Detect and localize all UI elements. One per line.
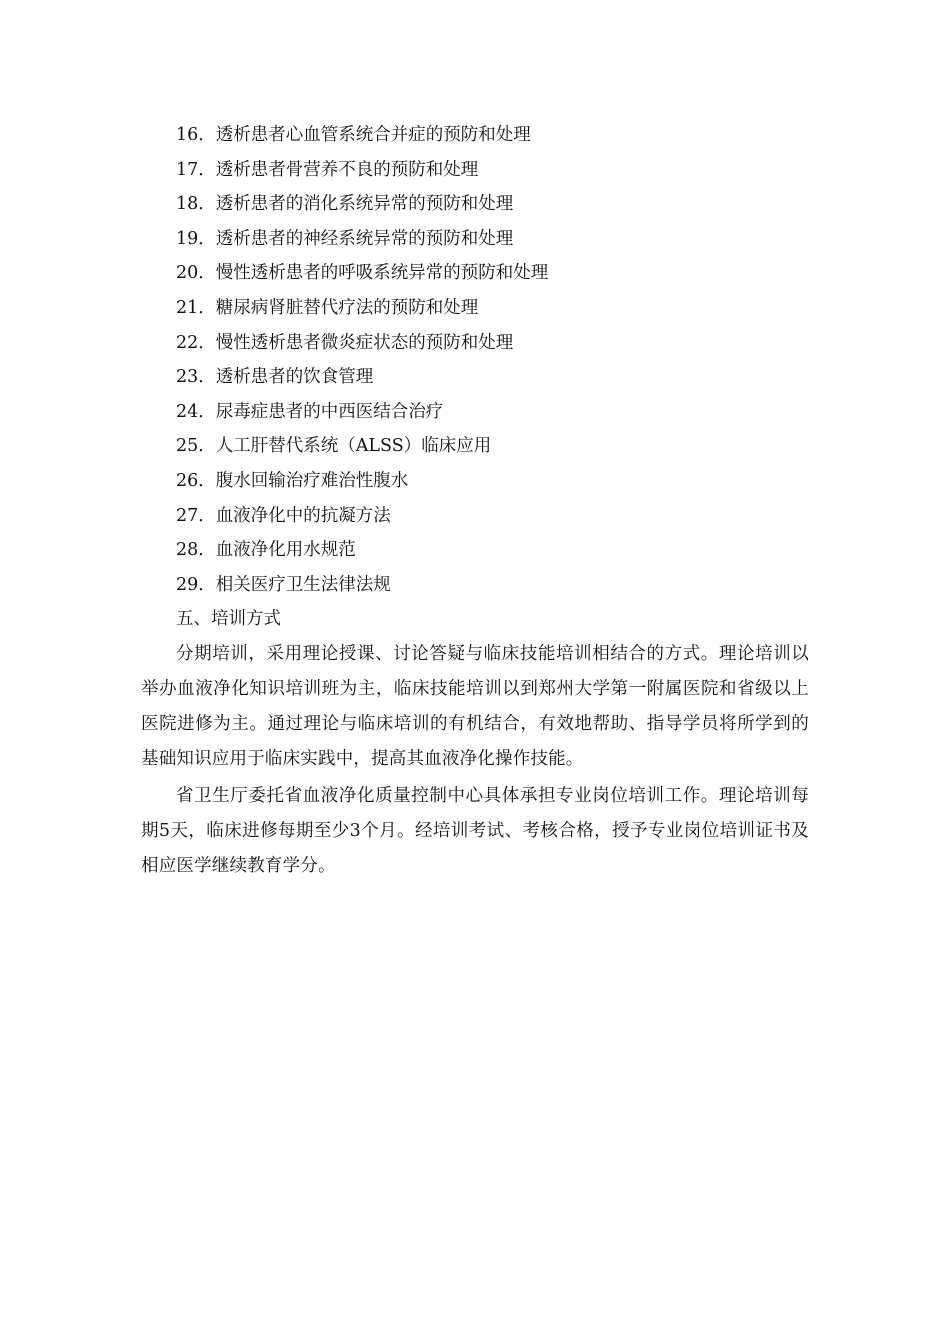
list-item: 20．慢性透析患者的呼吸系统异常的预防和处理 <box>176 263 549 284</box>
list-item: 17．透析患者骨营养不良的预防和处理 <box>176 159 479 180</box>
topic-list <box>141 118 809 602</box>
list-item: 21．糖尿病肾脏替代疗法的预防和处理 <box>176 297 479 318</box>
list-item: 26．腹水回输治疗难治性腹水 <box>176 470 409 491</box>
section-heading: 五、培训方式 <box>176 609 281 630</box>
page-content <box>141 118 809 884</box>
body-paragraph: 分期培训，采用理论授课、讨论答疑与临床技能培训相结合的方式。理论培训以举办血液净化知识培训班为主，临床技能培训以到郑州大学第一附属医院和省级以上医院进修为主。通过理论与临床培训的有机结合，有效地帮助、指导学员将所学到的基础知识应用于临床实践中，提高其血液净化操作技能。 <box>141 643 809 769</box>
list-item: 23．透析患者的饮食管理 <box>176 367 374 388</box>
body-paragraph: 省卫生厅委托省血液净化质量控制中心具体承担专业岗位培训工作。理论培训每期5天，临床进修每期至少3个月。经培训考试、考核合格，授予专业岗位培训证书及相应医学继续教育学分。 <box>141 785 809 876</box>
list-item: 22．慢性透析患者微炎症状态的预防和处理 <box>176 332 514 353</box>
list-item: 28．血液净化用水规范 <box>176 540 356 561</box>
list-item: 25．人工肝替代系统（ALSS）临床应用 <box>176 436 492 457</box>
list-item: 29．相关医疗卫生法律法规 <box>176 574 391 595</box>
list-item: 16．透析患者心血管系统合并症的预防和处理 <box>176 125 531 145</box>
list-item: 24．尿毒症患者的中西医结合治疗 <box>176 401 444 422</box>
list-item: 27．血液净化中的抗凝方法 <box>176 505 391 526</box>
list-item: 18．透析患者的消化系统异常的预防和处理 <box>176 194 514 215</box>
list-item: 19．透析患者的神经系统异常的预防和处理 <box>176 228 514 249</box>
